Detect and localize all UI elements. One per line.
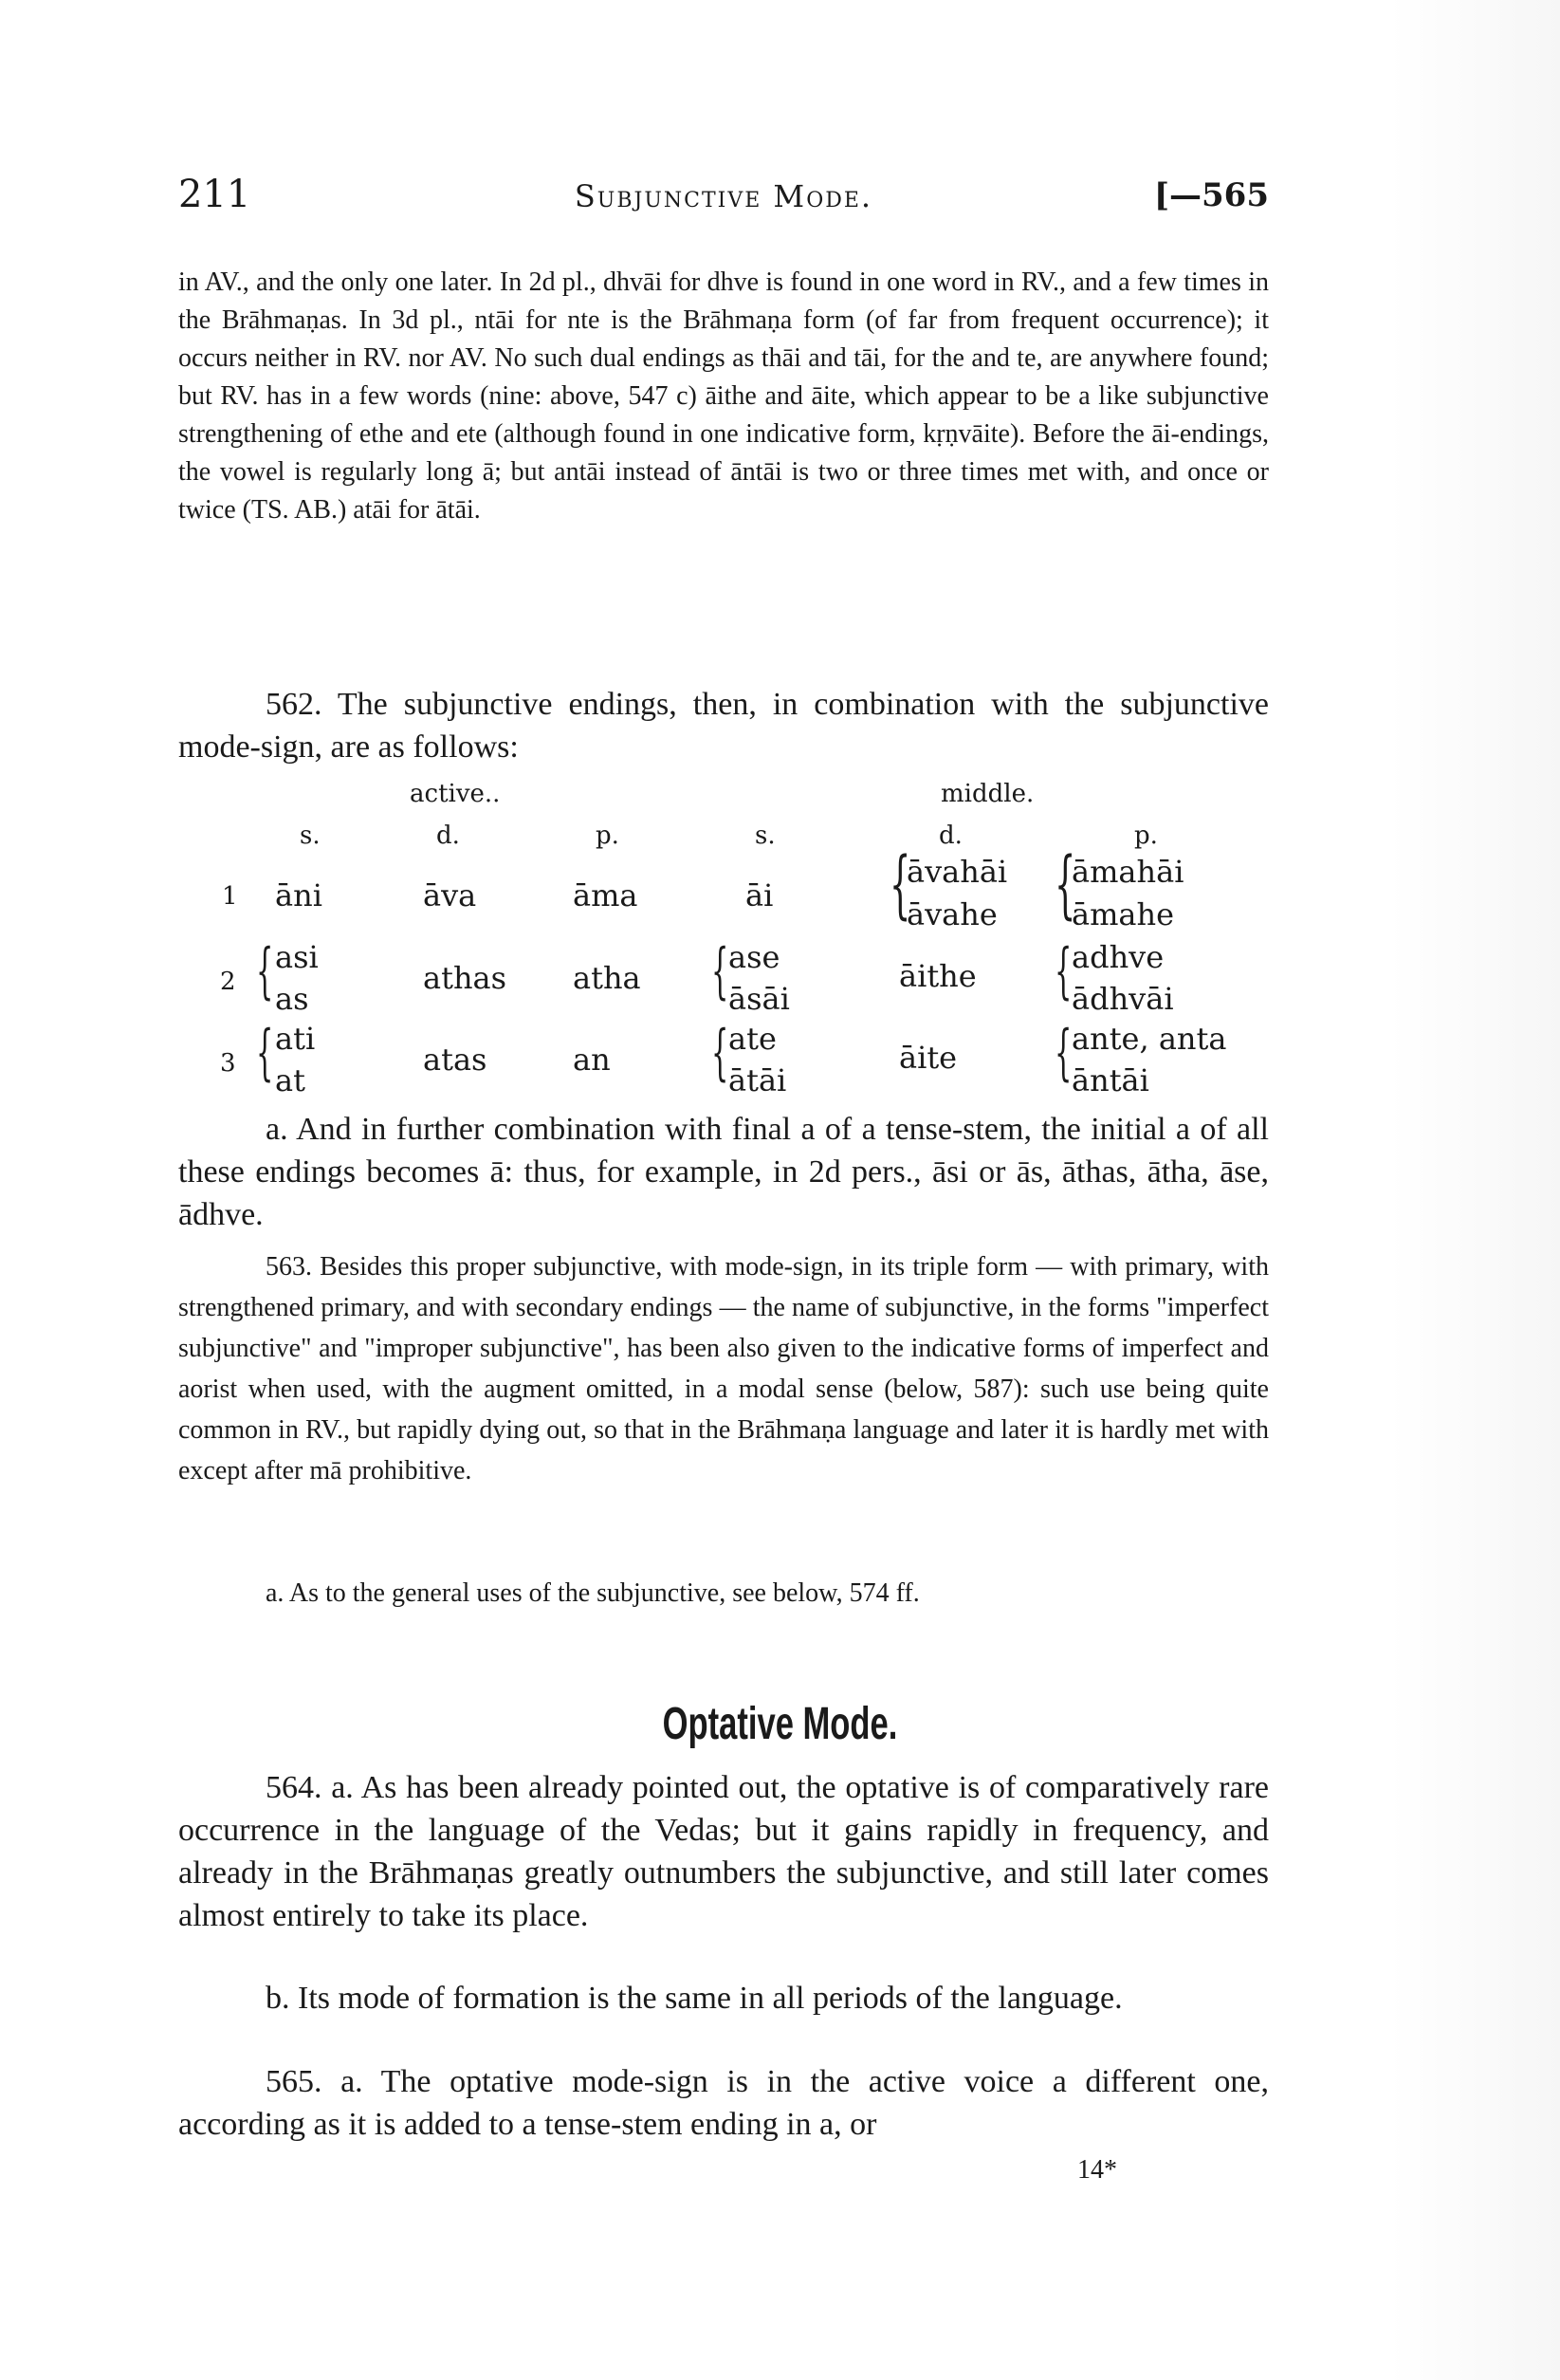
paragraph-565a: 565. a. The optative mode-sign is in the active voice a different one, according as it is added to a tense-stem ending in a, or [178,2064,1269,2142]
brace: { [1055,936,1073,1006]
ending-cell: āni [275,877,322,913]
paragraph-562: 562. The subjunctive endings, then, in combination with the subjunctive mode-sign, are as follows: [178,687,1269,765]
ending-cell: ātāi [728,1062,787,1098]
ending-cell: āsāi [728,981,790,1017]
ending-cell: āvahe [907,896,998,932]
ending-cell: āithe [899,958,977,994]
section-heading: Optative Mode. [662,1699,898,1749]
paragraph-564b: b. Its mode of formation is the same in all periods of the language. [266,1981,1123,2016]
brace: { [1055,842,1076,928]
ending-cell: atas [423,1042,487,1078]
ending-cell: āvahāi [907,854,1008,890]
ending-cell: adhve [1072,939,1165,975]
brace: { [711,1018,729,1088]
page-number: 211 [178,173,251,216]
ending-cell: asi [275,939,319,975]
row-number: 2 [220,968,236,996]
brace: { [1055,1018,1073,1088]
ending-cell: ante, anta [1072,1021,1227,1057]
ending-cell: an [573,1042,611,1078]
middle-label: middle. [941,780,1035,808]
signature-mark: 14* [1077,2155,1117,2185]
ending-cell: as [275,981,309,1017]
paragraph-564a: 564. a. As has been already pointed out, the optative is of comparatively rare occurrence in the language of the Vedas; but it gains rapidly in frequency, and already in the Brāhmaṇas greatly outnumbers the subjunctive, and still later comes almost entirely to take its place. [178,1770,1269,1933]
brace: { [256,936,274,1006]
ending-cell: ase [728,939,780,975]
row-number: 3 [220,1049,236,1078]
col-label: s. [755,821,776,850]
ending-cell: ati [275,1021,316,1057]
ending-cell: āmahāi [1072,854,1184,890]
ending-cell: āite [899,1040,958,1076]
ending-cell: atha [573,960,641,996]
section-reference: [—565 [1153,176,1269,214]
ending-cell: ādhvāi [1072,981,1174,1017]
ending-cell: āi [745,877,774,913]
col-label: s. [300,821,321,850]
page-shadow [1389,0,1560,2380]
col-label: p. [596,821,619,850]
row-number: 1 [222,882,238,911]
active-label: active.. [410,780,501,808]
col-label: p. [1134,821,1158,850]
ending-cell: āva [423,877,477,913]
brace: { [711,936,729,1006]
paragraph-563a: a. As to the general uses of the subjunctive, see below, 574 ff. [266,1578,920,1608]
ending-cell: āntāi [1072,1062,1149,1098]
paragraph-562a: a. And in further combination with final a of a tense-stem, the initial a of all these endings becomes ā: thus, for example, in 2d pers., āsi or ās, āthas, ātha, āse, ādhve. [178,1112,1269,1232]
col-label: d. [436,821,460,850]
running-title: Subjunctive Mode. [574,178,873,214]
ending-cell: athas [423,960,507,996]
intro-paragraph: in AV., and the only one later. In 2d pl., dhvāi for dhve is found in one word in RV., and a few times in the Brāhmaṇas. In 3d pl., ntāi for nte is the Brāhmaṇa form (of far from frequent occurrence); it occurs neither in RV. nor AV. No such dual endings as thāi and tāi, for the and te, are anywhere found; but RV. has in a few words (nine: above, 547 c) āithe and āite, which appear to be a like subjunctive strengthening of ethe and ete (although found in one indicative form, kṛṇvāite). Before the āi-endings, the vowel is regularly long ā; but antāi instead of āntāi is two or three times met with, and once or twice (TS. AB.) atāi for ātāi. [178,268,1269,525]
paragraph-563: 563. Besides this proper subjunctive, with mode-sign, in its triple form — with primary, with strengthened primary, and with secondary endings — the name of subjunctive, in the forms "imperfect subjunctive" and "improper subjunctive", has been also given to the indicative forms of imperfect and aorist when used, with the augment omitted, in a modal sense (below, 587): such use being quite common in RV., but rapidly dying out, so that in the Brāhmaṇa language and later it is hardly met with except after mā prohibitive. [178,1252,1269,1485]
ending-cell: at [275,1062,305,1098]
page-header [178,173,1269,220]
col-label: d. [939,821,963,850]
ending-cell: āmahe [1072,896,1175,932]
brace: { [890,842,911,928]
brace: { [256,1018,274,1088]
ending-cell: āma [573,877,638,913]
ending-cell: ate [728,1021,777,1057]
